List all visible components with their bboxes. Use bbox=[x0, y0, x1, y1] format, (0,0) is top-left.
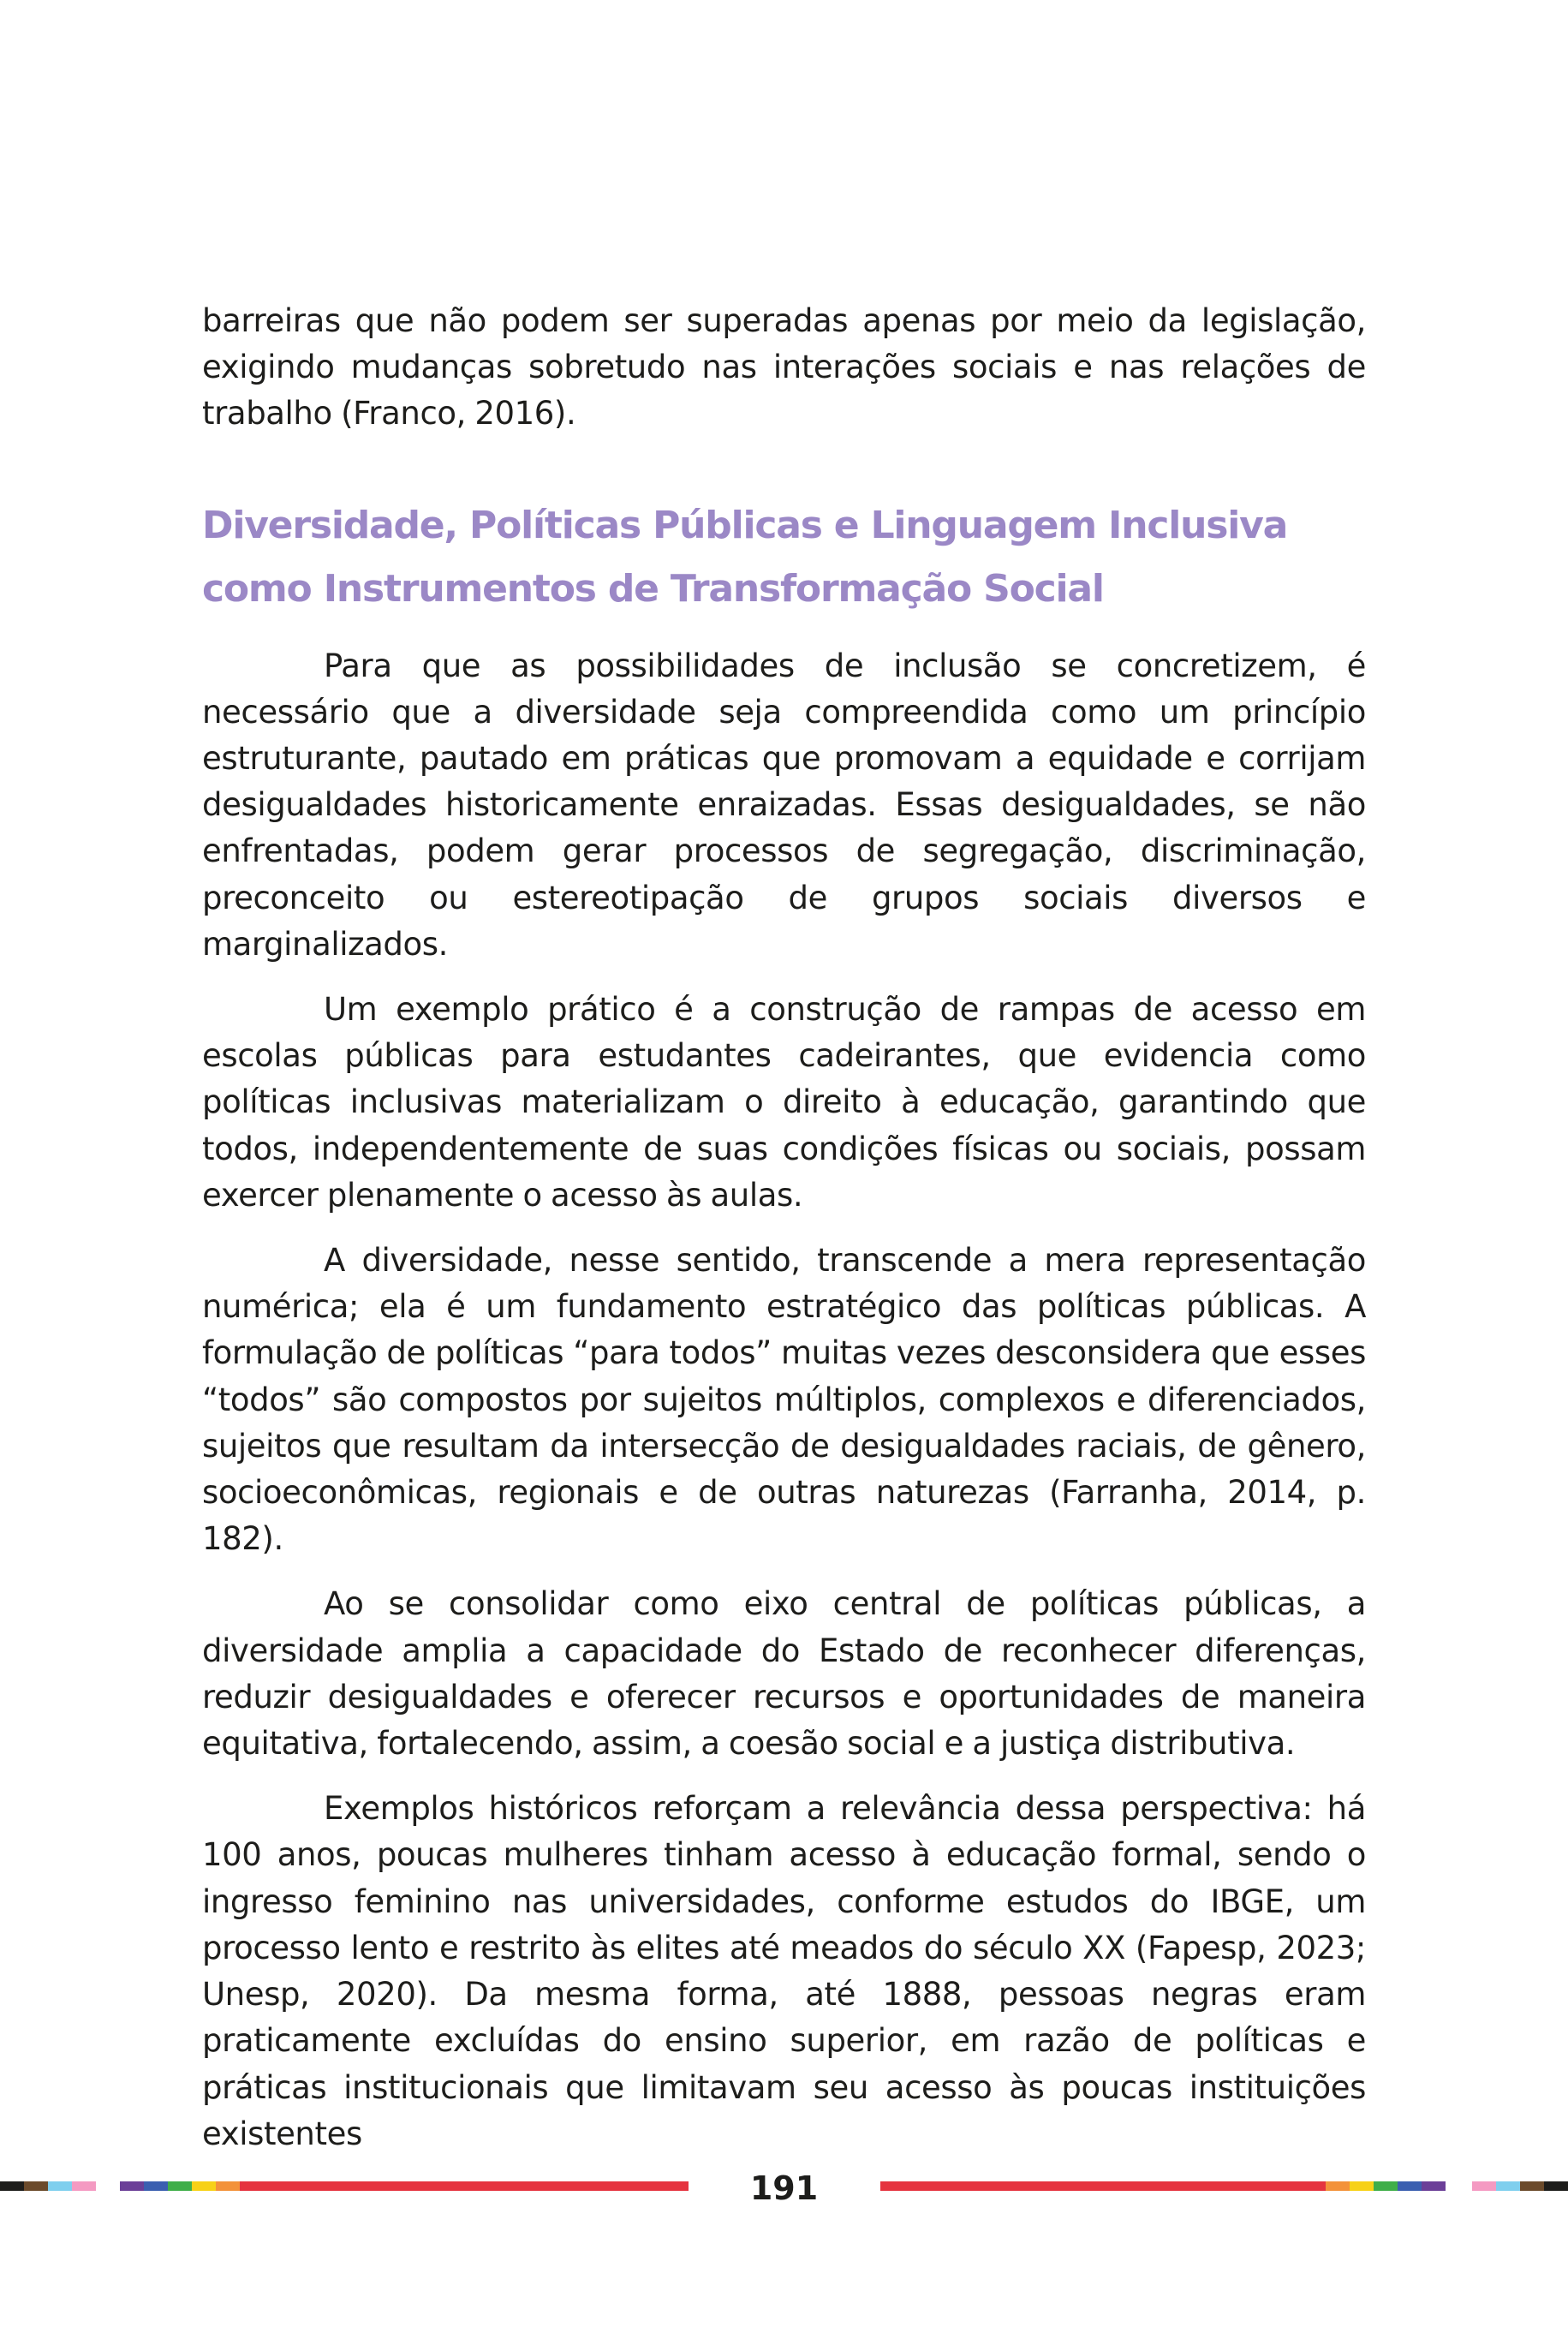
footer-bar-segment bbox=[1472, 2181, 1496, 2191]
paragraph: Para que as possibilidades de inclusão se concretizem, é necessário que a diversidade seja compreendida como um princípio estruturante, pautado em práticas que promovam a equidade e corrijam desigualdades historicamente enraizadas. Essas desigualdades, se não enfrentadas, podem gerar processos de segregação, discriminação, preconceito ou estereotipação de grupos sociais diversos e marginalizados. bbox=[202, 647, 1366, 963]
footer-bar-segment bbox=[1374, 2181, 1398, 2191]
footer-bar-segment bbox=[1398, 2181, 1422, 2191]
page-number: 191 bbox=[749, 2169, 819, 2207]
footer-bar-segment bbox=[1544, 2181, 1568, 2191]
page-footer bbox=[0, 2171, 1568, 2205]
paragraph: Exemplos históricos reforçam a relevância dessa perspectiva: há 100 anos, poucas mulheres tinham acesso à educação formal, sendo o ingresso feminino nas universidades, conforme estudos do IBGE, um processo lento e restrito às elites até meados do século XX (Fapesp, 2023; Unesp, 2020). Da mesma forma, até 1888, pessoas negras eram praticamente excluídas do ensino superior, em razão de políticas e práticas institucionais que limitavam seu acesso às poucas instituições existentes bbox=[202, 1790, 1366, 2152]
paragraph: Ao se consolidar como eixo central de políticas públicas, a diversidade amplia a capacidade do Estado de reconhecer diferenças, reduzir desigualdades e oferecer recursos e oportunidades de maneira equitativa, fortalecendo, assim, a coesão social e a justiça distributiva. bbox=[202, 1585, 1366, 1763]
footer-bar-segment bbox=[1520, 2181, 1544, 2191]
page-content bbox=[202, 298, 1366, 2157]
footer-bar-segment bbox=[1350, 2181, 1374, 2191]
footer-bar-segment bbox=[1422, 2181, 1446, 2191]
footer-bar-segment bbox=[1326, 2181, 1350, 2191]
footer-bar-red bbox=[880, 2181, 1326, 2191]
paragraph: A diversidade, nesse sentido, transcende a mera representação numérica; ela é um fundamento estratégico das políticas públicas. A formulação de políticas “para todos” muitas vezes desconsidera que esses “todos” são compostos por sujeitos múltiplos, complexos e diferenciados, sujeitos que resultam da intersecção de desigualdades raciais, de gênero, socioeconômicas, regionais e de outras naturezas (Farranha, 2014, p. 182). bbox=[202, 1242, 1366, 1558]
section-heading: Diversidade, Políticas Públicas e Linguagem Inclusiva como Instrumentos de Transformação Social bbox=[202, 503, 1288, 611]
paragraph: Um exemplo prático é a construção de rampas de acesso em escolas públicas para estudantes cadeirantes, que evidencia como políticas inclusivas materializam o direito à educação, garantindo que todos, independentemente de suas condições físicas ou sociais, possam exercer plenamente o acesso às aulas. bbox=[202, 991, 1366, 1214]
paragraph-continuation: barreiras que não podem ser superadas apenas por meio da legislação, exigindo mudanças sobretudo nas interações sociais e nas relações de trabalho (Franco, 2016). bbox=[202, 302, 1366, 433]
footer-bar-segment bbox=[1496, 2181, 1520, 2191]
